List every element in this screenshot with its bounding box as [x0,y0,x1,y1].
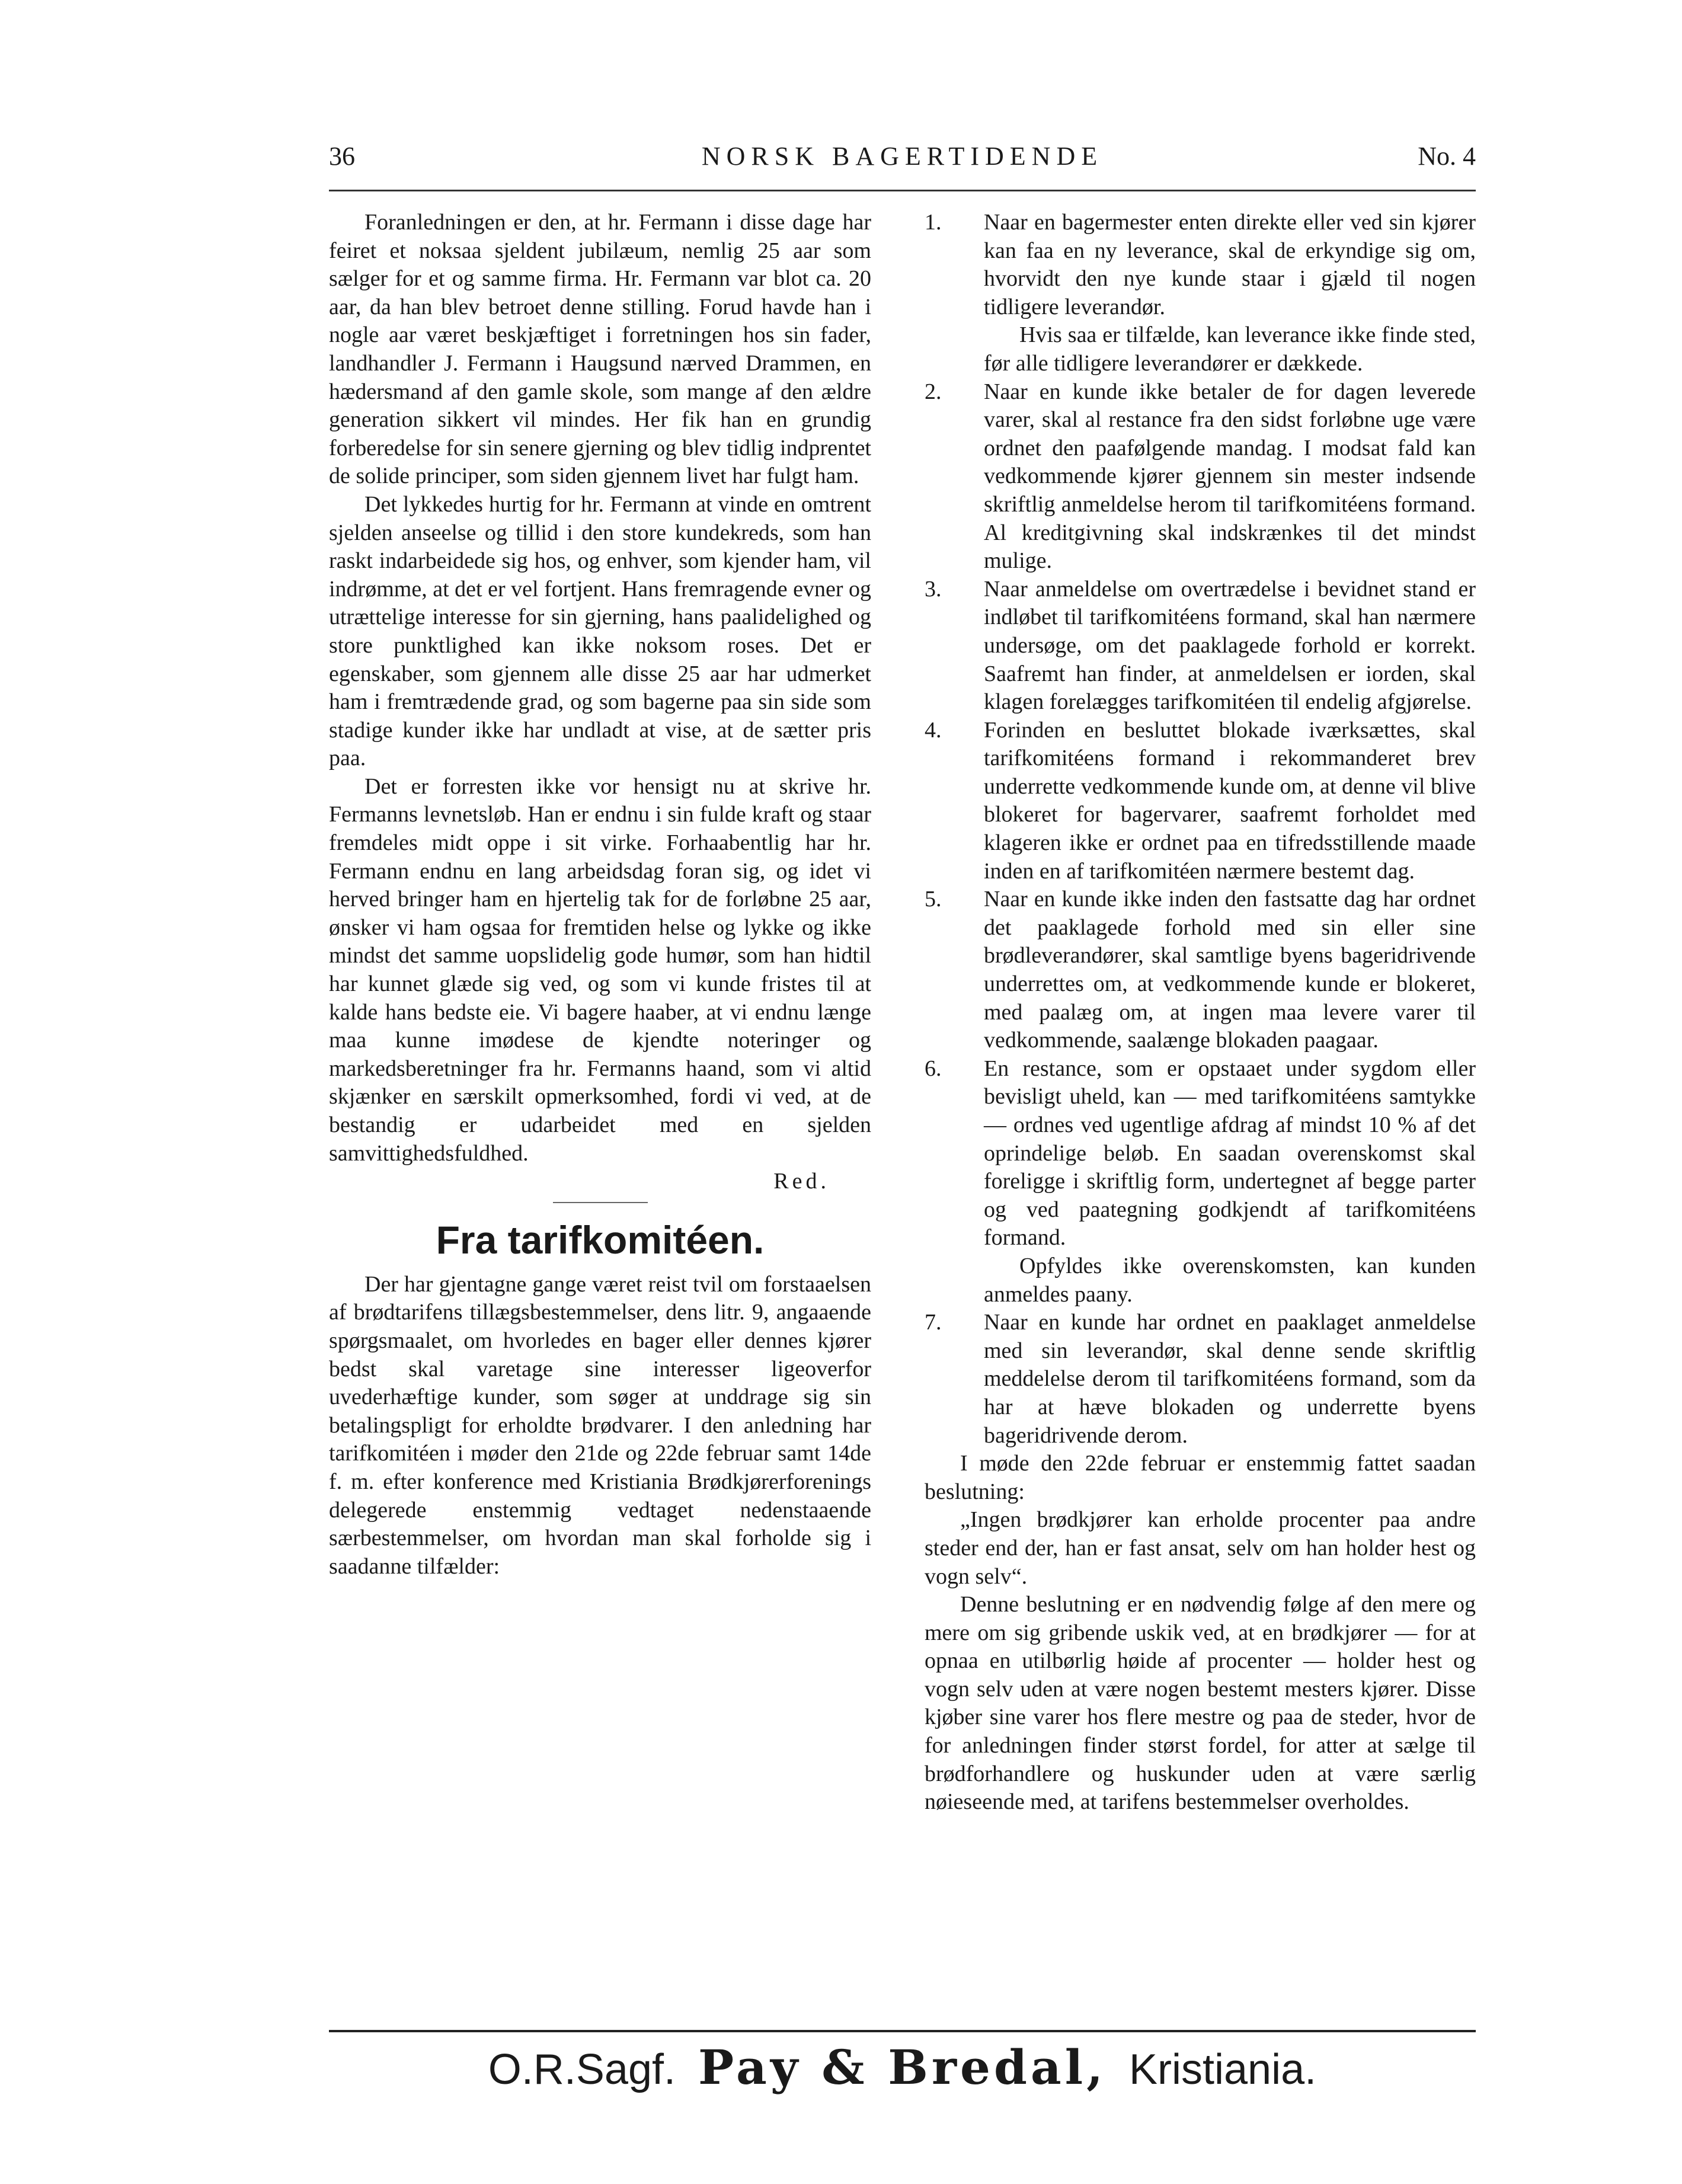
list-item [925,209,1476,378]
running-header [329,141,1476,183]
list-item [925,378,1476,575]
page-number: 36 [329,142,355,171]
resolution-quote: „Ingen brødkjører kan erholde procenter paa andre steder end der, han er fast ansat, selv om han holder hest og vogn selv“. [925,1507,1476,1589]
list-item [925,1309,1476,1450]
list-item [925,717,1476,886]
list-text: Forinden en besluttet blokade iværksættes, skal tarifkomitéens formand i rekommanderet brev underrette vedkommende kunde om, at denne vil blive blokeret for bagervarer, saafremt forholdet med klageren ikke er ordnet paa en tifredsstillende maade inden en af tarifkomitéen nærmere bestemt dag. [984,717,1476,884]
printer-imprint [329,2038,1476,2097]
list-text: Naar en bagermester enten direkte eller ved sin kjører kan faa en ny leverance, skal de erkyndige sig om, hvorvidt den nye kunde staar i gjæld til nogen tidligere leverandør. [984,210,1476,319]
article-paragraph: Det er forresten ikke vor hensigt nu at skrive hr. Fermanns levnetsløb. Han er endnu i sin fulde kraft og staar fremdeles midt oppe i sit virke. Forhaabentlig har hr. Fermann endnu en lang arbeidsdag foran sig, og idet vi herved bringer ham en hjertelig tak for de forløbne 25 aar, ønsker vi ham ogsaa for fremtiden helse og lykke og ikke mindst det samme uopslidelig gode humør, som han hidtil har kunnet glæde sig ved, og som vi kunde fristes til at kalde hans bedste eie. Vi bagere haaber, at vi endnu længe maa kunne imødese de kjendte noteringer og markedsberetninger fra hr. Fermanns haand, som vi altid skjænker en særskilt opmerksomhed, fordi vi ved, at de bestandig er udarbeidet med en sjelden samvittighedsfuldhed. [329,773,871,1166]
list-number: 2. [925,379,942,404]
article-paragraph: Der har gjentagne gange været reist tvil om forstaaelsen af brødtarifens tillægsbestemmelser, dens litr. 9, angaaende spørgsmaalet, om hvorledes en bager eller dennes kjører bedst skal varetage sine interesser ligeoverfor uvederhæftige kunder, som søger at unddrage sig sin betalingspligt for erholdte brødvarer. I den anledning har tarifkomitéen i møder den 21de og 22de februar samt 14de f. m. efter konference med Kristiania Brødkjørerforenings delegerede enstemmig vedtaget nedenstaaende særbestemmelser, om hvordan man skal forholde sig i saadanne tilfælder: [329,1271,871,1579]
imprint-city: Kristiania. [1128,2046,1317,2093]
left-column [329,209,871,1581]
list-item [925,575,1476,717]
publication-title: NORSK BAGERTIDENDE [701,142,1104,171]
article-paragraph: Denne beslutning er en nødvendig følge af den mere og mere om sig gribende uskik ved, at en brødkjører — for at opnaa en utilbørlig høide af procenter — holder hest og vogn selv uden at være nogen bestemt mesters kjører. Disse kjøber sine varer hos flere mestre og paa de steder, hvor de for anledningen finder størst fordel, for atter at sælge til brødforhandlere og huskunder uden at være særlig nøieseende med, at tarifens bestemmelser overholdes. [925,1592,1476,1815]
right-column [925,209,1476,1817]
list-text: Naar en kunde har ordnet en paaklaget anmeldelse med sin leverandør, skal denne sende skriftlig meddelelse derom til tarifkomitéens formand, som da har at hæve blokaden og underrette byens bageridrivende derom. [984,1310,1476,1448]
imprint-firm: Pay & Bredal, [698,2039,1107,2095]
list-number: 1. [925,210,942,235]
article-paragraph: I møde den 22de februar er enstemmig fattet saadan beslutning: [925,1451,1476,1504]
issue-number: No. 4 [1418,142,1476,171]
list-number: 5. [925,887,942,912]
article-paragraph: Det lykkedes hurtig for hr. Fermann at vinde en omtrent sjelden anseelse og tillid i den store kundekreds, som han raskt indarbeidede sig hos, og enhver, som kjender ham, vil indrømme, at det er vel fortjent. Hans fremragende evner og utrættelige interesse for sin gjerning, hans paalidelighed og store punktlighed kan ikke noksom roses. Det er egenskaber, som gjennem alle disse 25 aar har udmerket ham i fremtrædende grad, og som bagerne paa sin side som stadige kunder ikke har undladt at vise, at de sætter pris paa. [329,491,871,771]
list-number: 6. [925,1056,942,1081]
article-paragraph: Foranledningen er den, at hr. Fermann i disse dage har feiret et noksaa sjeldent jubilæum, nemlig 25 aar som sælger for et og samme firma. Hr. Fermann var blot ca. 20 aar, da han blev betroet denne stilling. Forud havde han i nogle aar været beskjæftiget i forretningen hos sin fader, landhandler J. Fermann i Haugsund nærved Drammen, en hædersmand af den gamle skole, som mange af den ældre generation sikkert vil mindes. Her fik han en grundig forberedelse for sin senere gjerning og blev tidlig indprentet de solide principer, som siden gjennem livet har fulgt ham. [329,210,871,489]
list-number: 3. [925,576,942,602]
section-divider [553,1202,648,1203]
list-item [925,1055,1476,1309]
list-number: 7. [925,1310,942,1335]
editor-signature: Red. [773,1169,830,1194]
section-title: Fra tarifkomitéen. [436,1217,765,1262]
list-text: Naar anmeldelse om overtrædelse i bevidnet stand er indløbet til tarifkomitéens formand, skal han nærmere undersøge, om det paaklagede forhold er korrekt. Saafremt han finder, at anmeldelsen er iorden, skal klagen forelægges tarifkomitéen til endelig afgjørelse. [984,576,1476,715]
list-text: Naar en kunde ikke inden den fastsatte dag har ordnet det paaklagede forhold med sin eller sine brødleverandører, skal samtlige byens bageridrivende underrettes om, at vedkommende kunde er blokeret, med paalæg om, at ingen maa levere varer til vedkommende, saalænge blokaden paagaar. [984,887,1476,1053]
imprint-prefix: O.R.Sagf. [488,2046,676,2093]
list-text: Naar en kunde ikke betaler de for dagen leverede varer, skal al restance fra den sidst forløbne uge være ordnet den paafølgende mandag. I modsat fald kan vedkommende kjører gjennem sin mester indsende skriftlig anmeldelse herom til tarifkomitéens formand. Al kreditgivning skal indskrænkes til det mindst mulige. [984,379,1476,574]
header-rule [329,190,1476,191]
list-number: 4. [925,717,942,743]
list-text: En restance, som er opstaaet under sygdom eller bevisligt uheld, kan — med tarifkomitéens samtykke — ordnes ved ugentlige afdrag af mindst 10 % af det oprindelige beløb. En saadan overenskomst skal foreligge i skriftlig form, undertegnet af begge parter og ved paategning godkjendt af tarifkomitéens formand. [984,1056,1476,1251]
list-item [925,885,1476,1055]
list-text: Hvis saa er tilfælde, kan leverance ikke finde sted, før alle tidligere leverandører er dækkede. [984,322,1476,376]
list-text: Opfyldes ikke overenskomsten, kan kunden anmeldes paany. [984,1253,1476,1307]
footer-rule [329,2030,1476,2032]
